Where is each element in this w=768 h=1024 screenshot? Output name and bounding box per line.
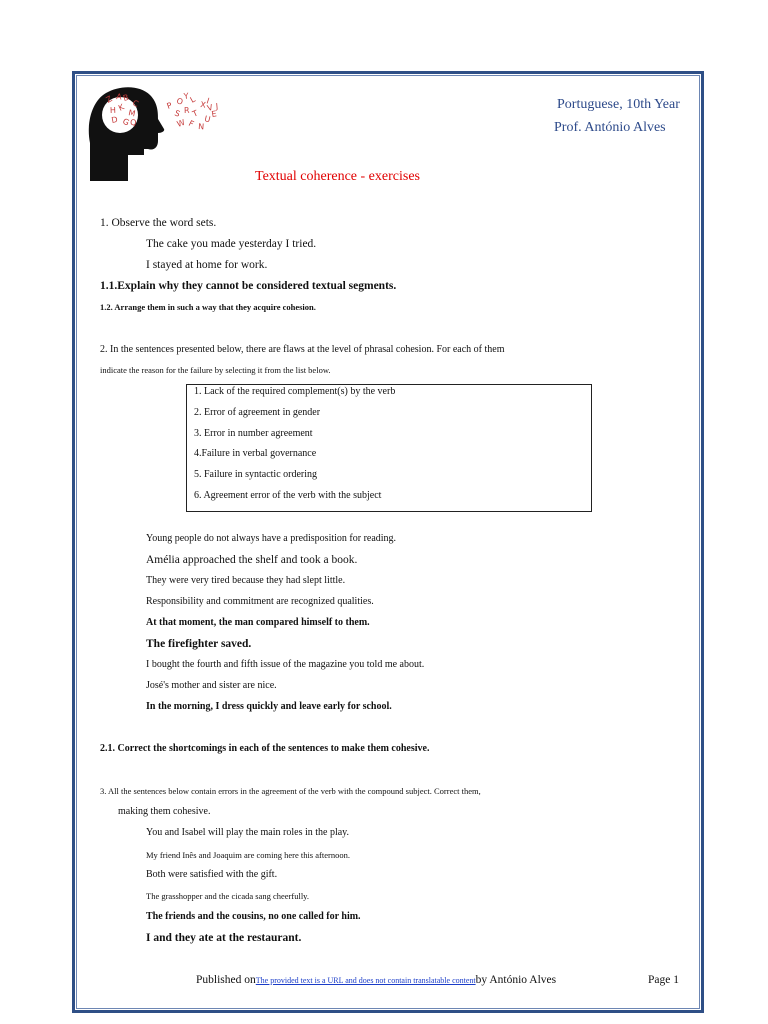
footer-credit (196, 974, 556, 986)
page-number: Page 1 (648, 974, 679, 986)
logo-letter: L (188, 94, 197, 105)
section2-sentence: José's mother and sister are nice. (146, 680, 277, 691)
document-title: Textual coherence - exercises (255, 169, 420, 184)
logo-letter: T (191, 108, 200, 119)
section1-sentence: I stayed at home for work. (146, 259, 268, 271)
course-label: Portuguese, 10th Year (557, 97, 680, 112)
logo-letter: O (175, 96, 185, 107)
logo-letter: E (210, 109, 218, 119)
section2-sentence: Young people do not always have a predisposition for reading. (146, 533, 397, 544)
reason-item: 2. Error of agreement in gender (194, 407, 321, 418)
logo-letter: G (121, 116, 131, 128)
reason-item: 1. Lack of the required complement(s) by the verb (194, 386, 396, 397)
logo-letter: V (206, 102, 214, 113)
section1-sentence: The cake you made yesterday I tried. (146, 238, 317, 250)
question-2-1: 2.1. Correct the shortcomings in each of the sentences to make them cohesive. (100, 743, 430, 754)
logo-letter: C (131, 98, 140, 109)
section2-sentence: I bought the fourth and fifth issue of the magazine you told me about. (146, 659, 425, 670)
reason-item: 3. Error in number agreement (194, 428, 313, 439)
footer-published-on: Published on (196, 974, 256, 986)
section3-instruction-line1: 3. All the sentences below contain errors in the agreement of the verb with the compound subject. Correct them, (100, 786, 481, 796)
section3-sentence: Both were satisfied with the gift. (146, 869, 278, 880)
section3-sentence: I and they ate at the restaurant. (146, 932, 302, 944)
section1-heading: 1. Observe the word sets. (100, 217, 217, 229)
logo-letter: Y (183, 91, 190, 101)
section2-sentence: At that moment, the man compared himself to them. (146, 617, 370, 628)
logo-letter: B (122, 92, 130, 103)
section3-sentence: The grasshopper and the cicada sang cheerfully. (146, 891, 310, 901)
logo-letter: W (175, 117, 187, 129)
logo-letter: P (165, 100, 174, 111)
logo-letter: I (205, 96, 211, 106)
logo-letter: F (187, 118, 196, 129)
logo-letter: Q (129, 118, 137, 128)
logo-letter: U (203, 114, 212, 125)
head-logo-image (88, 83, 230, 183)
logo-letter: H (109, 105, 117, 115)
section2-sentence: The firefighter saved. (146, 638, 252, 650)
section2-sentence: In the morning, I dress quickly and leave early for school. (146, 701, 392, 712)
footer-author: by António Alves (475, 974, 557, 986)
reason-item: 6. Agreement error of the verb with the subject (194, 490, 382, 501)
section2-sentence: Responsibility and commitment are recognized qualities. (146, 596, 374, 607)
teacher-label: Prof. António Alves (554, 120, 666, 135)
question-1-1: 1.1.Explain why they cannot be considered textual segments. (100, 280, 397, 292)
logo-letter: M (127, 108, 137, 119)
logo-letter: X (199, 100, 207, 110)
section2-instruction-line2: indicate the reason for the failure by selecting it from the list below. (100, 365, 331, 375)
reason-item: 5. Failure in syntactic ordering (194, 469, 318, 480)
section3-instruction-line2: making them cohesive. (118, 806, 211, 817)
logo-letter: K (117, 102, 126, 113)
logo-letter: R (183, 105, 190, 115)
logo-letter: N (197, 122, 205, 132)
section2-instruction-line1: 2. In the sentences presented below, there are flaws at the level of phrasal cohesion. For each of them (100, 344, 505, 355)
section3-sentence: The friends and the cousins, no one called for him. (146, 911, 361, 922)
question-1-2: 1.2. Arrange them in such a way that they acquire cohesion. (100, 302, 316, 312)
logo-letter: Z (104, 94, 114, 105)
section3-sentence: My friend Inês and Joaquim are coming here this afternoon. (146, 850, 350, 860)
section2-sentence: They were very tired because they had slept little. (146, 575, 346, 586)
logo-letter: A (115, 92, 123, 102)
footer-link[interactable]: The provided text is a URL and does not contain translatable content (255, 976, 476, 985)
section2-sentence: Amélia approached the shelf and took a book. (146, 554, 358, 566)
logo-letter: J (215, 101, 219, 111)
section3-sentence: You and Isabel will play the main roles in the play. (146, 827, 350, 838)
logo-letter: D (110, 114, 119, 125)
logo-letter: S (173, 108, 182, 119)
reason-item: 4.Failure in verbal governance (194, 448, 317, 459)
